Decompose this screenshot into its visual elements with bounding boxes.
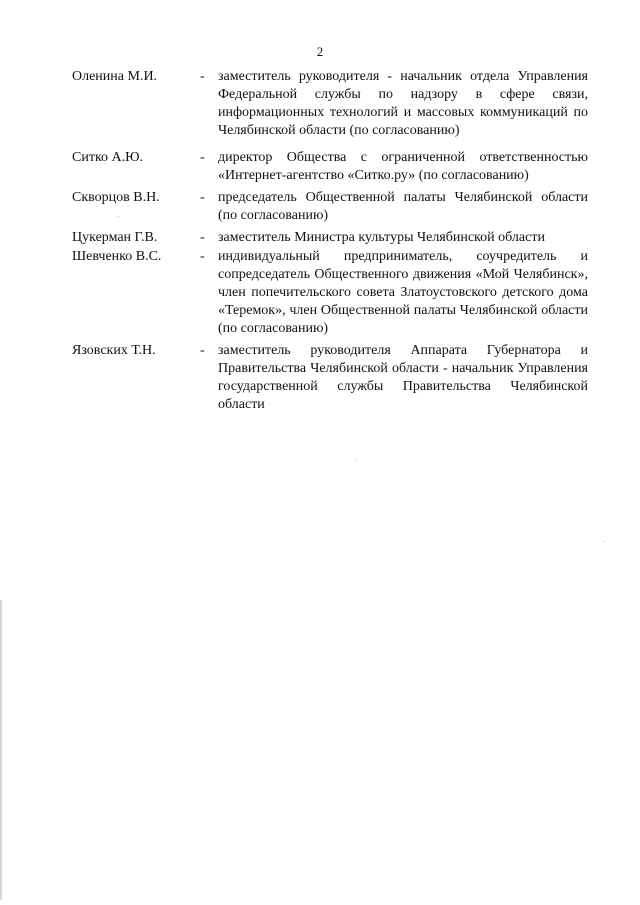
list-item [72, 149, 588, 185]
dash-separator: - [200, 69, 205, 84]
scan-edge-shadow [0, 600, 2, 900]
member-name: Язовских Т.Н. [72, 343, 156, 358]
member-position: председатель Общественной палаты Челябинской области (по согласованию) [218, 190, 588, 223]
scan-speck [118, 216, 119, 217]
member-name: Оленина М.И. [72, 69, 158, 84]
dash-separator: - [200, 343, 205, 358]
member-position: заместитель руководителя - начальник отдела Управления Федеральной службы по надзору в сфере связи, информационных технологий и массовых коммуникаций по Челябинской области (по согласованию) [218, 69, 588, 138]
dash-separator: - [200, 230, 205, 245]
list-item [72, 248, 588, 338]
scan-speck [603, 541, 604, 542]
member-position: заместитель руководителя Аппарата Губернатора и Правительства Челябинской области - начальник Управления государственной службы Правительства Челябинской области [218, 343, 588, 412]
member-position: директор Общества с ограниченной ответственностью «Интернет-агентство «Ситко.ру» (по согласованию) [218, 150, 588, 183]
member-name: Скворцов В.Н. [72, 190, 160, 205]
dash-separator: - [200, 249, 205, 264]
dash-separator: - [200, 190, 205, 205]
dash-separator: - [200, 150, 205, 165]
member-position: индивидуальный предприниматель, соучредитель и сопредседатель Общественного движения «Мой Челябинск», член попечительского совета Златоустовского детского дома «Теремок», член Общественной палаты Челябинской области (по согласованию) [218, 249, 588, 336]
members-list [72, 68, 588, 414]
list-item [72, 229, 588, 247]
page-number: 2 [316, 44, 324, 59]
member-name: Шевченко В.С. [72, 249, 162, 264]
member-position: заместитель Министра культуры Челябинской области [218, 230, 545, 245]
member-name: Цукерман Г.В. [72, 230, 158, 245]
list-item [72, 189, 588, 225]
list-item [72, 68, 588, 140]
member-name: Ситко А.Ю. [72, 150, 144, 165]
scan-speck [356, 459, 357, 460]
list-item [72, 342, 588, 414]
